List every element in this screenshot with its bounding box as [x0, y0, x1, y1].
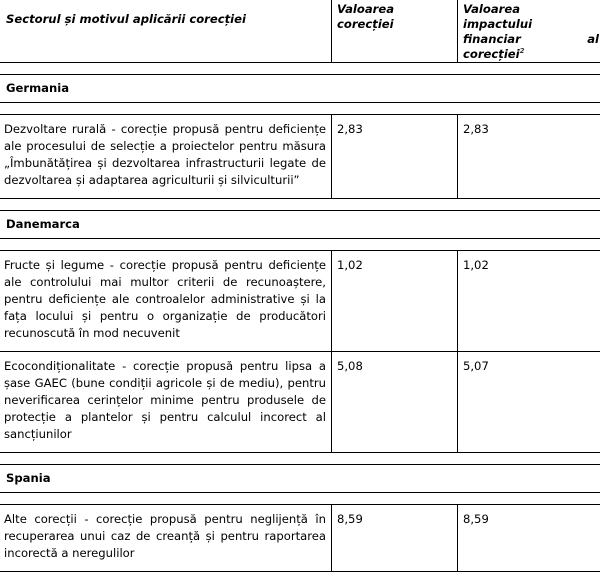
- correction-description: Alte corecții - corecție propusă pentru neglijență în recuperarea unui caz de creanță și pentru raportarea incorectă a neregulilor: [0, 505, 332, 572]
- spacer-row: [0, 453, 600, 465]
- spacer-row: [0, 239, 600, 251]
- spacer-row: [0, 63, 600, 75]
- table-row: [0, 352, 600, 453]
- correction-impact: 2,83: [458, 115, 600, 199]
- correction-impact: 8,59: [458, 505, 600, 572]
- spacer-row: [0, 493, 600, 505]
- country-row-germania: [0, 75, 600, 103]
- footnote-marker: 2: [520, 47, 525, 55]
- spacer-row: [0, 199, 600, 211]
- table-row: [0, 251, 600, 352]
- header-correction-value-line2: corecției: [337, 17, 394, 31]
- country-name: Spania: [0, 465, 600, 493]
- correction-value: 2,83: [332, 115, 458, 199]
- header-financial-impact: [458, 0, 600, 63]
- country-row-danemarca: [0, 211, 600, 239]
- country-name: Germania: [0, 75, 600, 103]
- table-row: [0, 115, 600, 199]
- header-sector-reason: Sectorul și motivul aplicării corecției: [0, 0, 332, 63]
- correction-value: 8,59: [332, 505, 458, 572]
- header-financial-impact-line2: financiar al corecției: [463, 32, 599, 61]
- correction-value: 1,02: [332, 251, 458, 352]
- correction-description: Fructe și legume - corecție propusă pentru deficiențe ale controlului mai multor criterii de recunoaștere, pentru deficiențe ale controalelor administrative și la fața locului și pentru o organizație de producători recunoscută în mod necuvenit: [0, 251, 332, 352]
- spacer-row: [0, 103, 600, 115]
- header-correction-value-line1: Valoarea: [337, 2, 394, 16]
- correction-value: 5,08: [332, 352, 458, 453]
- country-row-spania: [0, 465, 600, 493]
- country-name: Danemarca: [0, 211, 600, 239]
- table-row: [0, 505, 600, 572]
- table-header-row: [0, 0, 600, 63]
- header-financial-impact-line1: Valoarea impactului: [463, 2, 532, 31]
- correction-description: Ecocondiționalitate - corecție propusă pentru lipsa a șase GAEC (bune condiții agricole și de mediu), pentru neverificarea cerințelor minime pentru produsele de protecție a plantelor și pentru calculul incorect al sancțiunilor: [0, 352, 332, 453]
- correction-impact: 5,07: [458, 352, 600, 453]
- correction-description: Dezvoltare rurală - corecție propusă pentru deficiențe ale procesului de selecție a proiectelor pentru măsura „Îmbunătățirea și dezvoltarea infrastructurii legate de dezvoltarea și adaptarea agriculturii și silviculturii”: [0, 115, 332, 199]
- correction-impact: 1,02: [458, 251, 600, 352]
- header-correction-value: [332, 0, 458, 63]
